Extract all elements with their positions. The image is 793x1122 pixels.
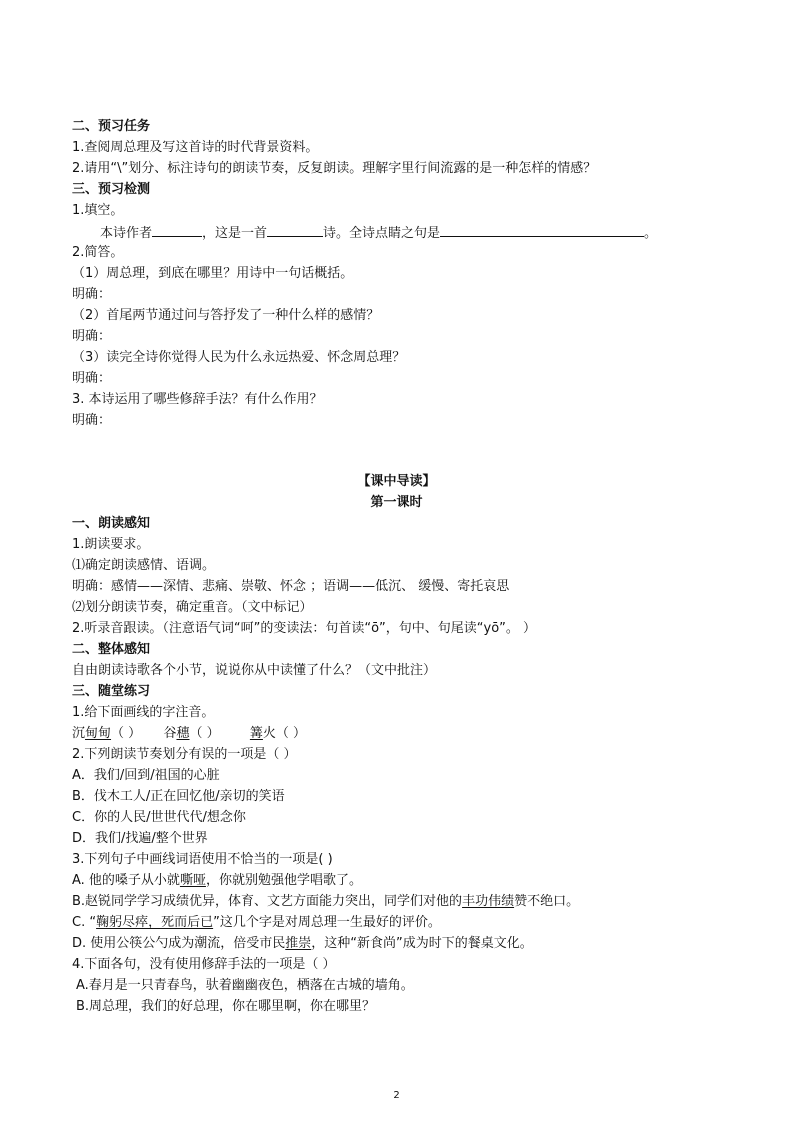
- underlined-word: 嘶哑: [179, 873, 206, 888]
- section-heading-preview-check: 三、预习检测: [72, 182, 151, 197]
- word-3-blank: 火（ ）: [262, 726, 307, 741]
- lesson-subtitle: 第一课时: [370, 495, 423, 510]
- fill-text-d: 。: [644, 226, 658, 241]
- reading-item-1: 1.朗读要求。: [72, 537, 150, 552]
- practice-2-option-c: C．你的人民/世世代代/想念你: [72, 810, 246, 825]
- question-2: （2）首尾两节通过问与答抒发了一种什么样的感情？: [72, 308, 380, 323]
- fill-text-b: ，这是一首: [202, 226, 268, 241]
- word-2-prefix: 谷: [163, 726, 177, 741]
- answer-label: 明确：: [72, 287, 112, 302]
- practice-3-option-d: D. 使用公筷公勺成为潮流，倍受市民推崇，这种“新食尚”成为时下的餐桌文化。: [72, 936, 533, 951]
- answer-label: 明确：: [72, 413, 112, 428]
- reading-item-1a: ⑴确定朗读感情、语调。: [72, 558, 216, 573]
- task-item-1: 1.查阅周总理及写这首诗的时代背景资料。: [72, 140, 319, 155]
- practice-3: 3.下列句子中画线词语使用不恰当的一项是( ): [72, 852, 333, 867]
- reading-answer: 明确：感情——深情、悲痛、崇敬、怀念 ；语调——低沉、 缓慢、寄托哀思: [72, 579, 510, 594]
- practice-4: 4.下面各句，没有使用修辞手法的一项是（ ）: [72, 957, 336, 972]
- practice-4-option-a: A.春月是一只青春鸟，驮着幽幽夜色，栖落在古城的墙角。: [76, 978, 414, 993]
- word-3-underlined: 篝: [249, 726, 263, 741]
- word-1-underlined: 甸甸: [85, 726, 112, 741]
- answer-label: 明确：: [72, 329, 112, 344]
- word-1-prefix: 沉: [72, 726, 86, 741]
- section-heading-overall: 二、整体感知: [72, 642, 151, 657]
- blank-poem-type: [267, 223, 323, 237]
- practice-1-words: [72, 725, 306, 743]
- practice-3-option-b: B.赵锐同学学习成绩优异，体育、文艺方面能力突出，同学们对他的丰功伟绩赞不绝口。: [72, 894, 580, 909]
- word-1-blank: （ ）: [111, 726, 142, 741]
- section-heading-preview-task: 二、预习任务: [72, 119, 151, 134]
- practice-1: 1.给下面画线的字注音。: [72, 705, 215, 720]
- blank-author: [152, 223, 202, 237]
- task-item-2: 2.请用“\”划分、标注诗句的朗读节奏，反复朗读。理解字里行间流露的是一种怎样的情感？: [72, 161, 597, 176]
- underlined-word: 推崇: [285, 936, 312, 951]
- overall-text: 自由朗读诗歌各个小节，说说你从中读懂了什么？（文中批注）: [72, 663, 437, 678]
- practice-4-option-b: B.周总理，我们的好总理，你在哪里啊，你在哪里？: [76, 999, 376, 1014]
- practice-2: 2.下列朗读节奏划分有误的一项是（ ）: [72, 747, 297, 762]
- section-heading-reading: 一、朗读感知: [72, 516, 151, 531]
- underlined-word: 丰功伟绩: [462, 894, 515, 909]
- practice-2-option-d: D．我们/找遍/整个世界: [72, 831, 208, 846]
- page-number: 2: [393, 1090, 400, 1101]
- fill-label: 1.填空。: [72, 203, 124, 218]
- fill-text-a: 本诗作者: [100, 226, 153, 241]
- fill-blank-line: [100, 223, 657, 243]
- answer-label: 明确：: [72, 371, 112, 386]
- practice-2-option-a: A．我们/回到/祖国的心脏: [72, 768, 220, 783]
- practice-2-option-b: B．伐木工人/正在回忆他/亲切的笑语: [72, 789, 285, 804]
- practice-3-option-a: A. 他的嗓子从小就嘶哑，你就别勉强他学唱歌了。: [72, 873, 362, 888]
- underlined-word: 鞠躬尽瘁，死而后已: [96, 915, 214, 930]
- reading-item-1b: ⑵划分朗读节奏，确定重音。（文中标记）: [72, 600, 313, 615]
- blank-key-line: [440, 223, 644, 237]
- section-heading-practice: 三、随堂练习: [72, 684, 151, 699]
- question-1: （1）周总理，到底在哪里？用诗中一句话概括。: [72, 266, 354, 281]
- word-2-blank: （ ）: [189, 726, 220, 741]
- short-answer-label: 2.简答。: [72, 245, 124, 260]
- lesson-title: 【课中导读】: [357, 474, 436, 489]
- question-4: 3. 本诗运用了哪些修辞手法？有什么作用？: [72, 392, 323, 407]
- fill-text-c: 诗。全诗点睛之句是: [323, 226, 441, 241]
- word-2-underlined: 穗: [176, 726, 190, 741]
- practice-3-option-c: C. “鞠躬尽瘁，死而后已”这几个字是对周总理一生最好的评价。: [72, 915, 441, 930]
- reading-item-2: 2.听录音跟读。（注意语气词“呵”的变读法：句首读“ō”，句中、句尾读“yō”。 ）: [72, 621, 537, 636]
- question-3: （3）读完全诗你觉得人民为什么永远热爱、怀念周总理？: [72, 350, 406, 365]
